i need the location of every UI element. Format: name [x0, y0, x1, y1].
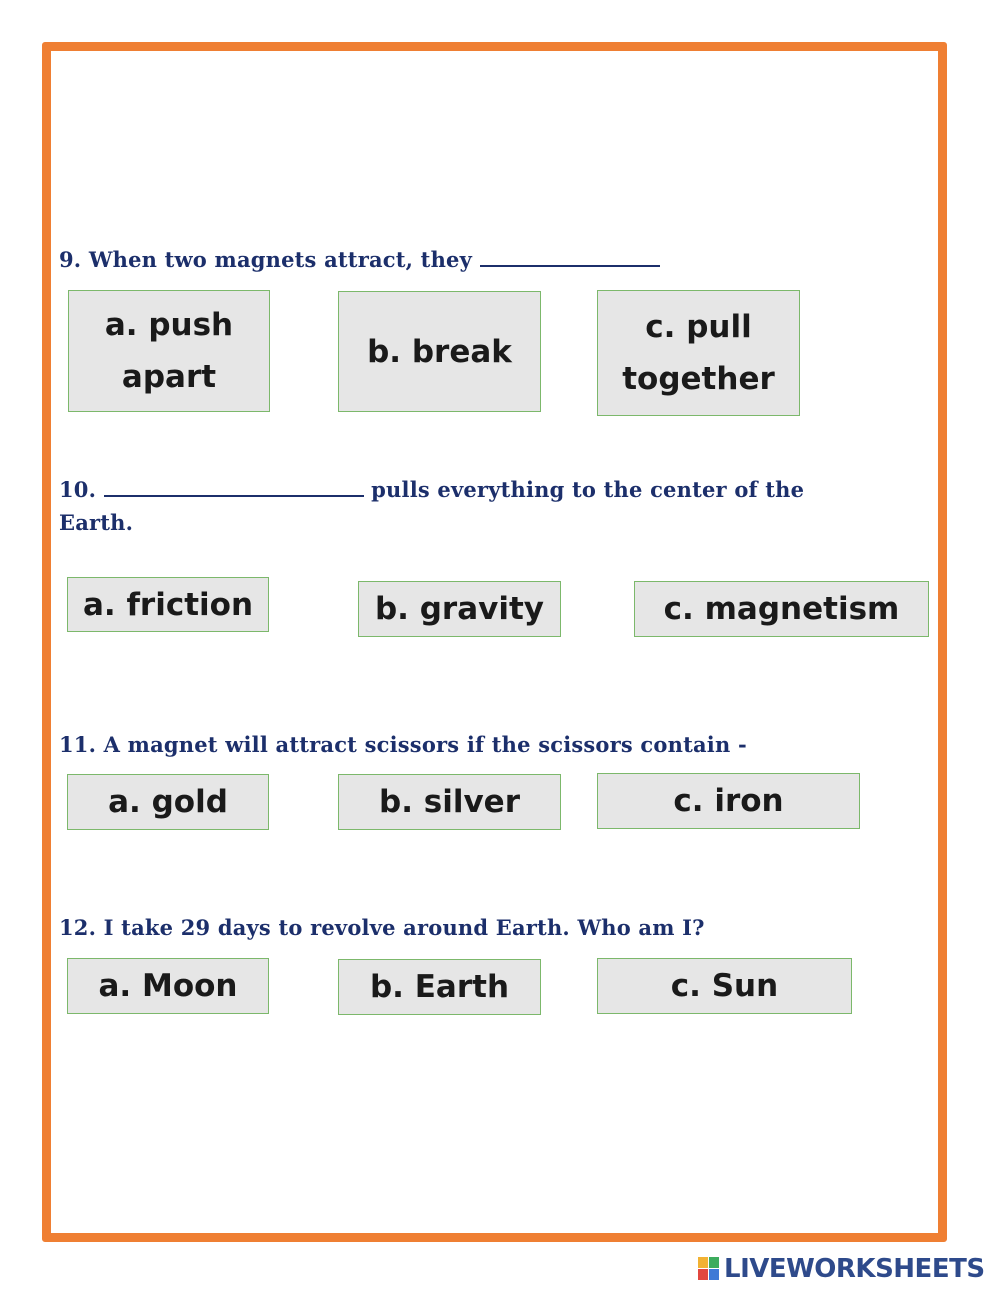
option-q12-b[interactable]: b. Earth: [338, 959, 541, 1015]
option-q9-b[interactable]: b. break: [338, 291, 541, 412]
option-q9-c[interactable]: c. pull together: [597, 290, 800, 416]
option-q10-c[interactable]: c. magnetism: [634, 581, 929, 637]
question-11: 11. A magnet will attract scissors if the scissors contain -: [59, 732, 747, 757]
question-9-text: 9. When two magnets attract, they: [59, 247, 480, 272]
liveworksheets-logo: [698, 1254, 985, 1284]
worksheet-frame: [42, 42, 947, 1242]
option-q11-b[interactable]: b. silver: [338, 774, 561, 830]
option-q10-b[interactable]: b. gravity: [358, 581, 561, 637]
option-q12-c[interactable]: c. Sun: [597, 958, 852, 1014]
question-12: 12. I take 29 days to revolve around Earth. Who am I?: [59, 915, 705, 940]
answer-blank: [480, 247, 660, 267]
liveworksheets-logo-icon: [698, 1257, 720, 1281]
answer-blank: [104, 477, 364, 497]
option-q10-a[interactable]: a. friction: [67, 577, 269, 632]
option-q11-c[interactable]: c. iron: [597, 773, 860, 829]
question-10: 10. pulls everything to the center of the Earth.: [59, 477, 805, 535]
option-q12-a[interactable]: a. Moon: [67, 958, 269, 1014]
option-q11-a[interactable]: a. gold: [67, 774, 269, 830]
question-9: [59, 243, 660, 276]
option-q9-a[interactable]: a. push apart: [68, 290, 270, 412]
logo-text: LIVEWORKSHEETS: [724, 1254, 985, 1284]
